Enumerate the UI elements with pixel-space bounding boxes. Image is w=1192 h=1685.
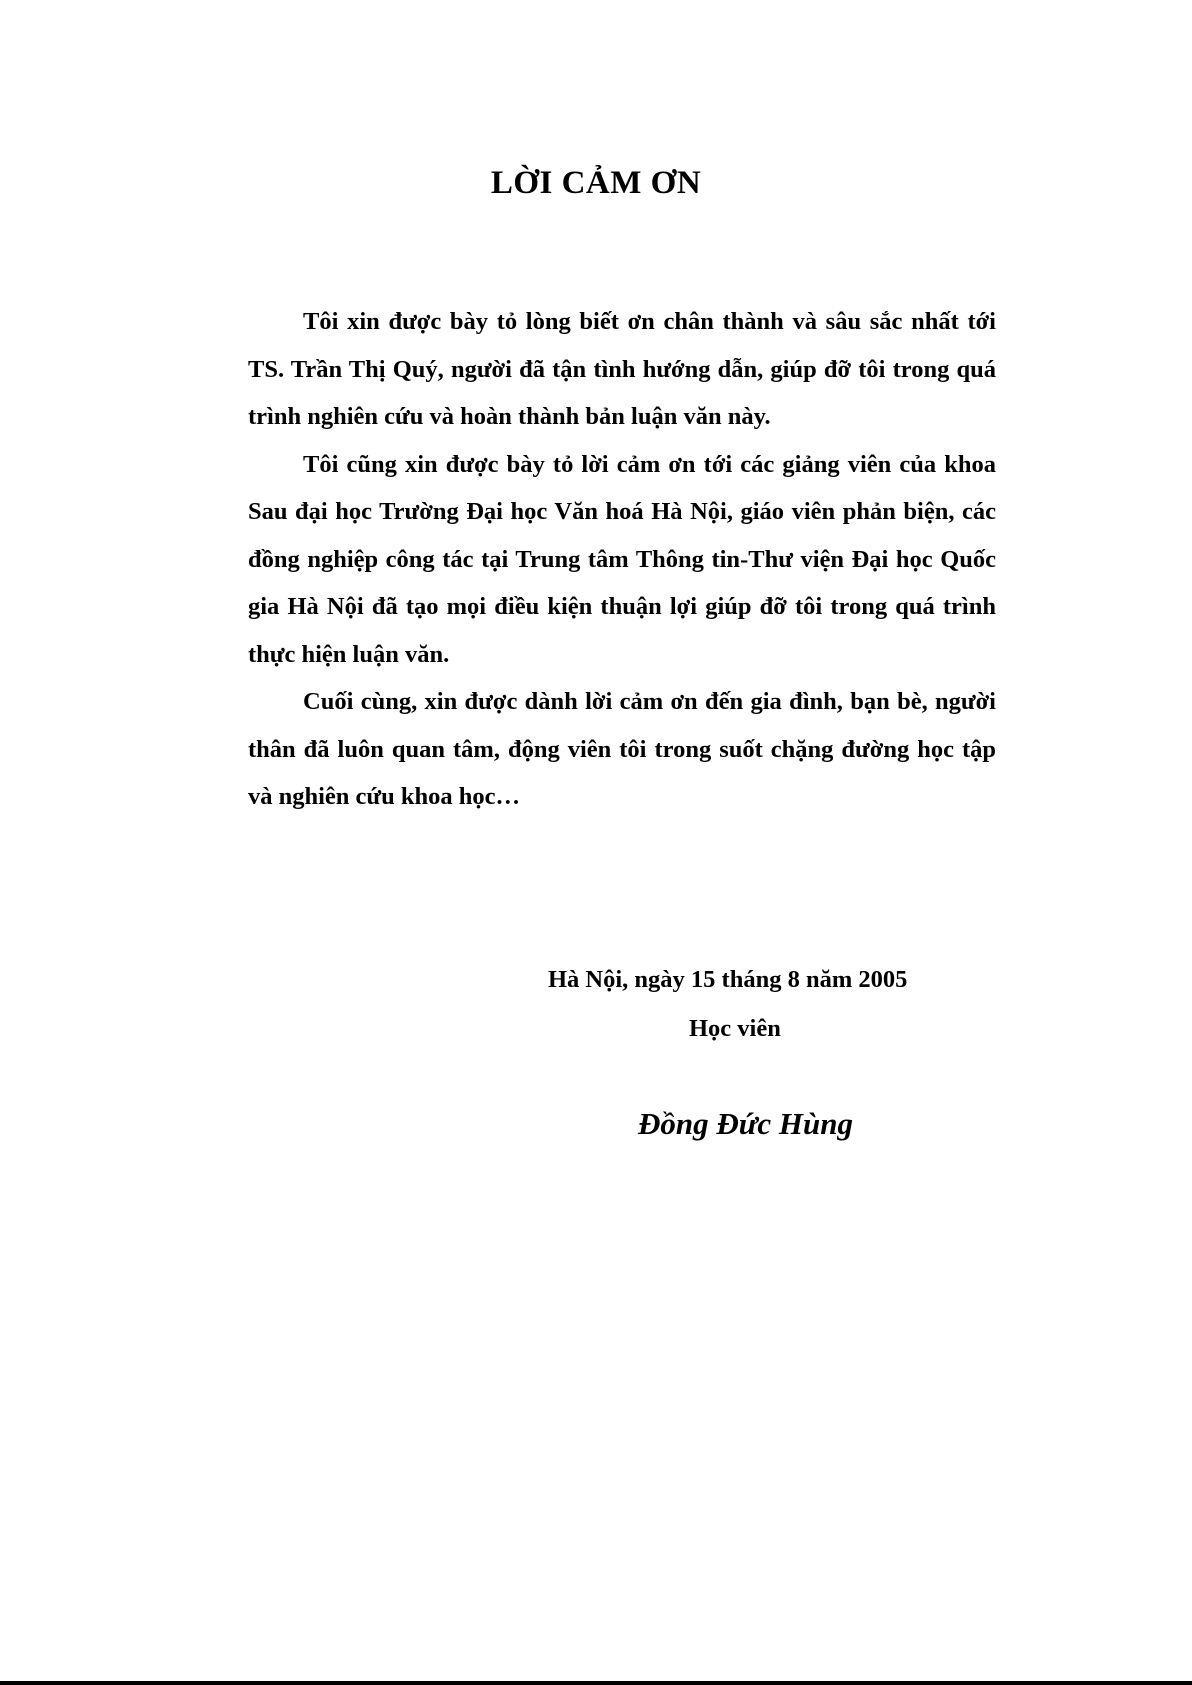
bottom-border-line [0,1681,1192,1685]
signature-name: Đồng Đức Hùng [638,1106,853,1141]
paragraph-3: Cuối cùng, xin được dành lời cảm ơn đến gia đình, bạn bè, người thân đã luôn quan tâm, động viên tôi trong suốt chặng đường học tập và nghiên cứu khoa học… [248,688,996,810]
acknowledgement-body [248,298,996,821]
role-line: Học viên [689,1015,781,1042]
page-title: LỜI CẢM ƠN [490,165,702,201]
paragraph-2: Tôi cũng xin được bày tỏ lời cảm ơn tới các giảng viên của khoa Sau đại học Trường Đại học Văn hoá Hà Nội, giáo viên phản biện, các đồng nghiệp công tác tại Trung tâm Thông tin-Thư viện Đại học Quốc gia Hà Nội đã tạo mọi điều kiện thuận lợi giúp đỡ tôi trong quá trình thực hiện luận văn. [248,450,996,668]
paragraph-1: Tôi xin được bày tỏ lòng biết ơn chân thành và sâu sắc nhất tới TS. Trần Thị Quý, người đã tận tình hướng dẫn, giúp đỡ tôi trong quá trình nghiên cứu và hoàn thành bản luận văn này. [248,308,996,430]
place-date-line: Hà Nội, ngày 15 tháng 8 năm 2005 [548,966,908,993]
